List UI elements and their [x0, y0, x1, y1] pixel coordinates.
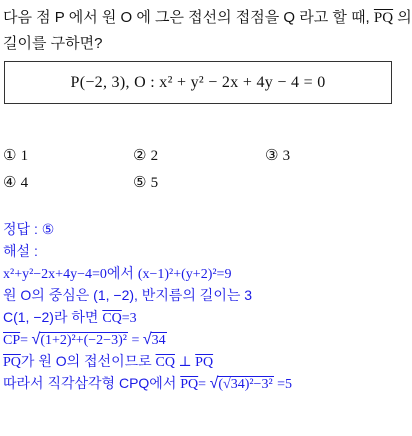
equals-sign: = — [127, 333, 143, 348]
segment-pq: $\overline{PQ}$ — [373, 10, 394, 26]
choice-value: 4 — [20, 175, 29, 191]
choice-value: 2 — [150, 148, 159, 164]
choice-number: ④ — [3, 174, 17, 191]
explanation-line-1 — [3, 262, 397, 284]
choice-3[interactable] — [265, 146, 290, 165]
choice-1[interactable] — [3, 146, 28, 165]
segment-pq: $\overline{PQ}$ — [180, 377, 199, 392]
explanation-text: 따라서 직각삼각형 CPQ에서 — [3, 375, 181, 391]
question-text-part: 의 — [393, 9, 412, 26]
given-expression: P(−2, 3), O : x² + y² − 2x + 4y − 4 = 0 — [70, 73, 326, 91]
segment-cp: $\overline{CP}$ — [3, 333, 21, 348]
choice-number: ⑤ — [133, 174, 147, 191]
radicand: 34 — [151, 333, 166, 348]
segment-pq: $\overline{PQ}$ — [3, 355, 21, 370]
result-value: =5 — [273, 377, 293, 392]
equals-sign: = — [198, 377, 210, 392]
explanation-line-6 — [3, 372, 397, 394]
equals-sign: = — [20, 333, 32, 348]
sqrt-icon: √ — [209, 375, 219, 392]
answer-section — [3, 218, 397, 394]
answer-label: 정답 : ⑤ — [3, 221, 55, 237]
perpendicular-icon: ⊥ — [175, 355, 196, 370]
explanation-text: 에서 — [106, 265, 138, 281]
choice-number: ① — [3, 147, 17, 164]
circle-equation: x²+y²−2x+4y−4=0 — [3, 267, 107, 282]
given-expression-box — [4, 61, 392, 104]
explanation-line-5 — [3, 350, 397, 372]
explanation-line-4 — [3, 328, 397, 350]
segment-cq: $\overline{CQ}$ — [102, 311, 122, 326]
choice-5[interactable] — [133, 173, 158, 192]
radicand: (1+2)²+(−2−3)² — [40, 333, 127, 348]
choice-number: ③ — [265, 147, 279, 164]
question-text — [3, 5, 412, 57]
question-text-part: 다음 점 P 에서 원 O 에 그은 접선의 접점을 Q 라고 할 때, — [3, 9, 374, 26]
explanation-label: 해설 : — [3, 243, 38, 259]
explanation-text: 가 원 O의 접선이므로 — [20, 353, 156, 369]
sqrt-icon: √ — [31, 331, 41, 348]
explanation-line-3 — [3, 306, 397, 328]
choice-value: 5 — [150, 175, 159, 191]
explanation-text: C(1, −2)라 하면 — [3, 309, 103, 325]
question-line-1 — [3, 5, 412, 31]
choice-value: 3 — [282, 148, 291, 164]
choice-value: 1 — [20, 148, 29, 164]
choice-number: ② — [133, 147, 147, 164]
explanation-text: =3 — [121, 311, 137, 326]
choice-2[interactable] — [133, 146, 158, 165]
sqrt-icon: √ — [142, 331, 152, 348]
choice-4[interactable] — [3, 173, 28, 192]
question-line-2: 길이를 구하면? — [3, 35, 103, 52]
segment-pq: $\overline{PQ}$ — [195, 355, 214, 370]
standard-form-equation: (x−1)²+(y+2)²=9 — [137, 267, 232, 282]
segment-cq: $\overline{CQ}$ — [155, 355, 175, 370]
explanation-line-2: 원 O의 중심은 (1, −2), 반지름의 길이는 3 — [3, 287, 253, 303]
radicand: (√34)²−3² — [218, 377, 273, 392]
